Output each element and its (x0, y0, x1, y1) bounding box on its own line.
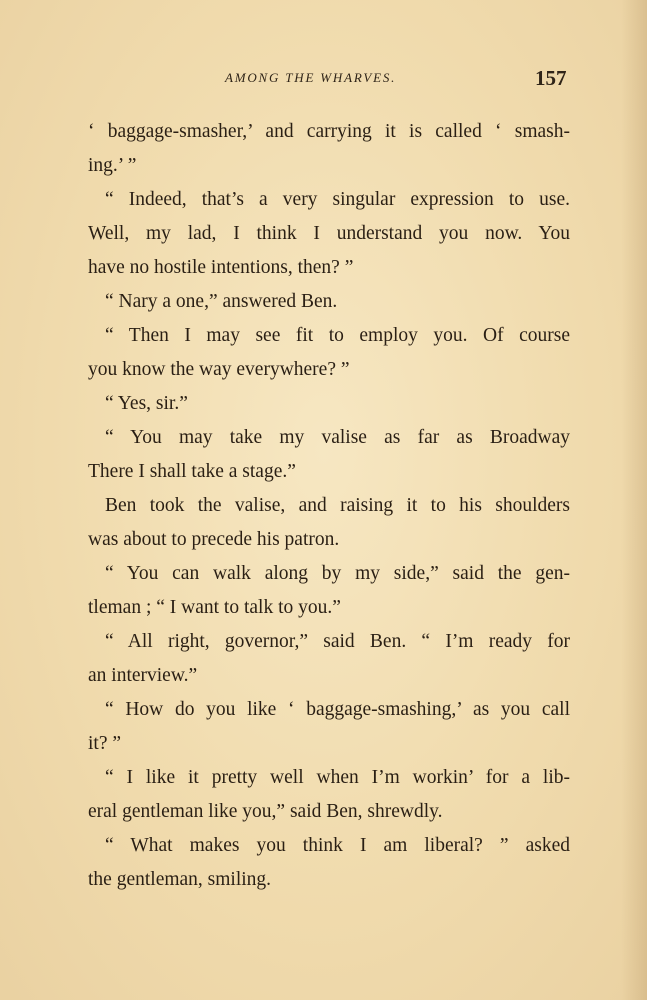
text-line: “ Nary a one,” answered Ben. (105, 291, 338, 312)
text-line: “ How do you like ‘ baggage-smashing,’ as you call (105, 699, 570, 720)
text-line: eral gentleman like you,” said Ben, shrewdly. (88, 801, 443, 822)
text-line: ing.’ ” (88, 155, 137, 176)
running-head: AMONG THE WHARVES. (225, 70, 397, 85)
text-line: “ Yes, sir.” (105, 393, 188, 414)
text-line: an interview.” (88, 665, 198, 686)
text-line: Well, my lad, I think I understand you now. You (88, 223, 570, 244)
text-line: “ You may take my valise as far as Broadway (105, 427, 570, 448)
text-line: have no hostile intentions, then? ” (88, 257, 354, 278)
text-line: you know the way everywhere? ” (88, 359, 350, 380)
text-line: “ Indeed, that’s a very singular expression to use. (105, 189, 570, 210)
page-number: 157 (535, 66, 567, 90)
text-line: There I shall take a stage.” (88, 461, 296, 482)
text-line: “ You can walk along by my side,” said the gen- (105, 563, 570, 584)
text-line: the gentleman, smiling. (88, 869, 272, 890)
text-line: it? ” (88, 733, 122, 754)
text-line: Ben took the valise, and raising it to his shoulders (105, 495, 570, 516)
text-line: “ I like it pretty well when I’m workin’ for a lib- (105, 767, 570, 788)
page-edge-shadow (621, 0, 647, 1000)
text-line: tleman ; “ I want to talk to you.” (88, 597, 341, 618)
text-line: was about to precede his patron. (88, 529, 340, 550)
text-line: “ Then I may see fit to employ you. Of course (105, 325, 570, 346)
text-line: “ What makes you think I am liberal? ” asked (105, 835, 570, 856)
text-line: ‘ baggage-smasher,’ and carrying it is called ‘ smash- (88, 121, 570, 142)
text-line: “ All right, governor,” said Ben. “ I’m ready for (105, 631, 570, 652)
